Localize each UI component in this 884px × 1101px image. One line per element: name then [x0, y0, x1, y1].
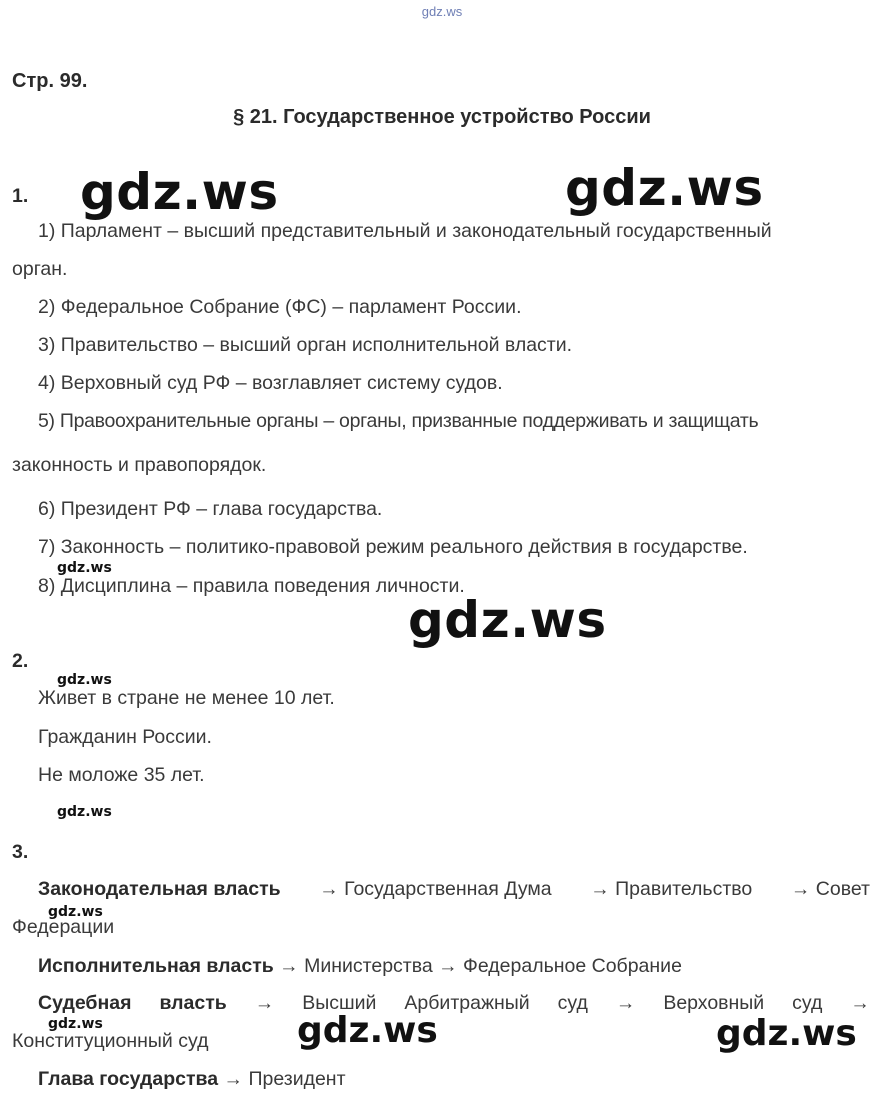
task-1-item-1-line-1: 1) Парламент – высший представительный и законодательный государственный [38, 220, 772, 242]
executive-rest: → Министерства → Федеральное Собрание [273, 955, 682, 977]
head-of-state-rest: → Президент [218, 1068, 346, 1090]
watermark-top: gdz.ws [421, 4, 463, 19]
watermark: gdz.ws [57, 560, 112, 576]
judicial-arrow: → [615, 992, 636, 1014]
legislative-line [38, 877, 870, 901]
task-1-item-1-line-2: орган. [12, 258, 68, 280]
task-1-number: 1. [12, 185, 29, 207]
legislative-line-2: Федерации [12, 916, 115, 938]
task-1-item-5-line-2: законность и правопорядок. [12, 454, 267, 476]
legislative-part-a: → Государственная Дума [319, 878, 552, 900]
section-title: § 21. Государственное устройство России [233, 106, 651, 128]
task-1-item-3: 3) Правительство – высший орган исполнительной власти. [38, 334, 573, 356]
watermark: gdz.ws [716, 1013, 857, 1054]
legislative-part-b: → Правительство [590, 878, 753, 900]
legislative-label: Законодательная власть [38, 878, 281, 900]
judicial-label: Судебная [38, 992, 132, 1014]
watermark: gdz.ws [57, 672, 112, 688]
task-2-line-2: Гражданин России. [38, 726, 212, 748]
judicial-word-3: суд [557, 992, 588, 1014]
page-label: Стр. 99. [12, 70, 88, 92]
watermark: gdz.ws [80, 163, 279, 221]
task-2-number: 2. [12, 650, 29, 672]
judicial-word-5: суд [792, 992, 823, 1014]
judicial-line [38, 991, 870, 1015]
task-1-item-8: 8) Дисциплина – правила поведения личности. [38, 575, 465, 597]
watermark: gdz.ws [565, 159, 764, 217]
task-3-number: 3. [12, 841, 29, 863]
watermark: gdz.ws [297, 1010, 438, 1051]
judicial-label-2: власть [159, 992, 227, 1014]
head-of-state-line [38, 1067, 346, 1091]
judicial-word-4: Верховный [663, 992, 765, 1014]
legislative-part-c: → Совет [790, 878, 870, 900]
task-1-item-7: 7) Законность – политико-правовой режим реального действия в государстве. [38, 536, 748, 558]
task-1-item-5-line-1: 5) Правоохранительные органы – органы, призванные поддерживать и защищать [38, 410, 759, 432]
watermark: gdz.ws [57, 804, 112, 820]
executive-label: Исполнительная власть [38, 955, 274, 977]
watermark: gdz.ws [408, 591, 607, 649]
task-2-line-1: Живет в стране не менее 10 лет. [38, 687, 335, 709]
task-1-item-2: 2) Федеральное Собрание (ФС) – парламент России. [38, 296, 522, 318]
task-1-item-6: 6) Президент РФ – глава государства. [38, 498, 383, 520]
task-1-item-4: 4) Верховный суд РФ – возглавляет систему судов. [38, 372, 503, 394]
task-2-line-3: Не моложе 35 лет. [38, 764, 205, 786]
judicial-arrow: → [254, 992, 275, 1014]
head-of-state-label: Глава государства [38, 1068, 219, 1090]
watermark: gdz.ws [48, 1016, 103, 1032]
judicial-word-2: Арбитражный [404, 992, 530, 1014]
judicial-word-1: Высший [302, 992, 377, 1014]
judicial-arrow: → [850, 992, 870, 1014]
executive-line [38, 954, 682, 978]
judicial-line-2: Конституционный суд [12, 1030, 209, 1052]
watermark: gdz.ws [48, 904, 103, 920]
